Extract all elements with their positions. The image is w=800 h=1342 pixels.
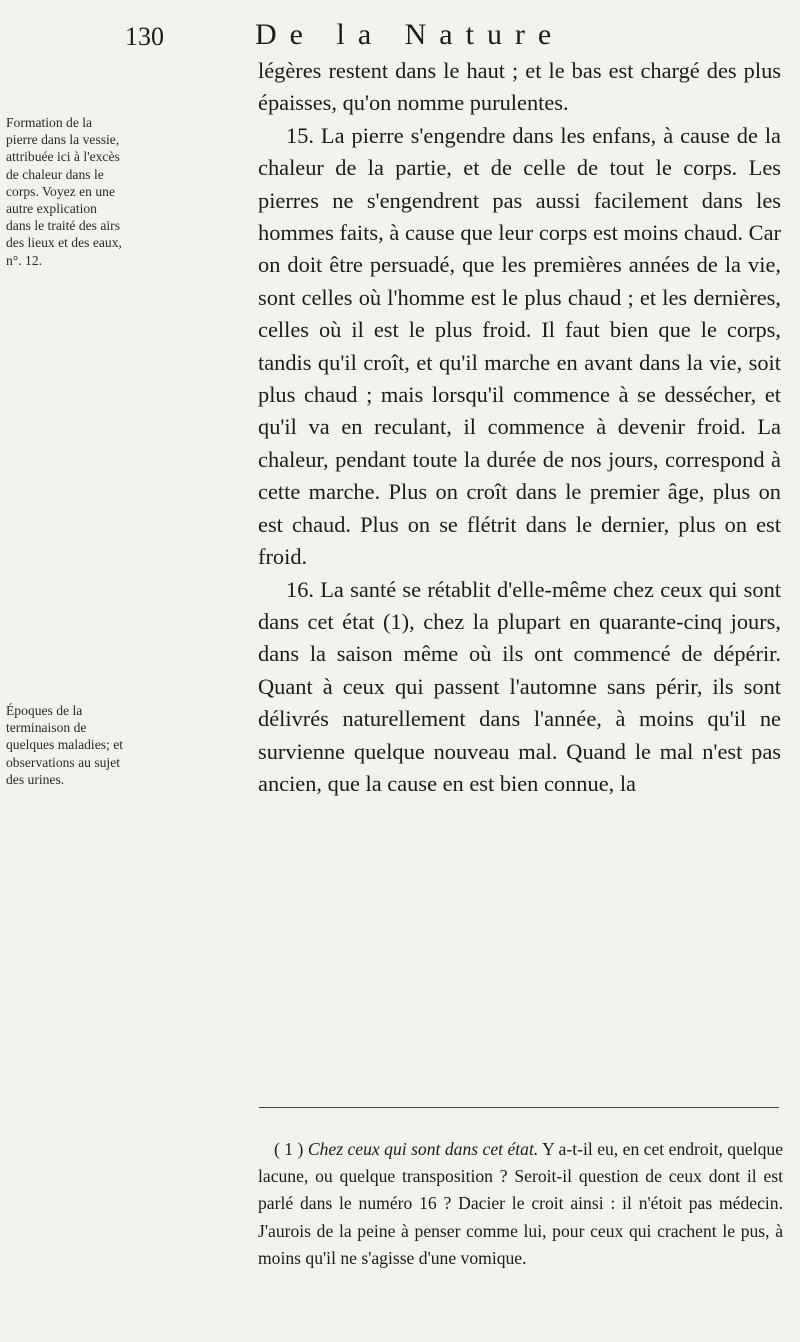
running-title: De la Nature: [255, 18, 565, 51]
margin-note-stone-formation: Formation de la pierre dans la vessie, attribuée ici à l'excès de chaleur dans le corps. Voyez en une autre explication dans le traité des airs des lieux et des eaux, n°. 12.: [6, 115, 122, 268]
footnote-quote: Chez ceux qui sont dans cet état.: [307, 1139, 539, 1159]
main-text: [258, 55, 781, 800]
footnote-text: Y a-t-il eu, en cet endroit, quelque lacune, ou quelque transposition ? Seroit-il question de ceux dont il est parlé dans le numéro 16 ? Dacier le croit ainsi : il n'étoit pas médecin. J'aurois de la peine à penser comme lui, pour ceux qui crachent le pus, à moins qu'il ne s'agisse d'une vomique.: [258, 1139, 784, 1268]
footnote: [258, 1136, 783, 1272]
footnote-divider: [259, 1107, 779, 1108]
page-header: [125, 18, 765, 58]
paragraph-15: 15. La pierre s'engendre dans les enfans, à cause de la chaleur de la partie, et de celle de tout le corps. Les pierres ne s'engendrent pas aussi facilement dans les hommes faits, à cause que leur corps est moins chaud. Car on doit être persuadé, que les premières années de la vie, sont celles où l'homme est le plus chaud ; et les dernières, celles où il est le plus froid. Il faut bien que le corps, tandis qu'il croît, et qu'il marche en avant dans la vie, soit plus chaud ; mais lorsqu'il commence à se dessécher, et qu'il va en reculant, il commence à devenir froid. La chaleur, pendant toute la durée de nos jours, correspond à cette marche. Plus on croît dans le premier âge, plus on est chaud. Plus on se flétrit dans le dernier, plus on est froid.: [258, 122, 781, 570]
margin-note-disease-termination: Époques de la terminaison de quelques maladies; et observations au sujet des urines.: [6, 703, 124, 787]
footnote-marker: ( 1 ): [274, 1139, 304, 1159]
paragraph-continuation: légères restent dans le haut ; et le bas est chargé des plus épaisses, qu'on nomme purulentes.: [258, 58, 781, 116]
page-number: 130: [125, 22, 164, 51]
paragraph-16: 16. La santé se rétablit d'elle-même chez ceux qui sont dans cet état (1), chez la plupart en quarante-cinq jours, dans la saison même où ils ont commencé de dépérir. Quant à ceux qui passent l'automne sans périr, ils sont délivrés naturellement dans l'année, à moins qu'il ne survienne quelque nouveau mal. Quand le mal n'est pas ancien, que la cause en est bien connue, la: [258, 576, 781, 796]
